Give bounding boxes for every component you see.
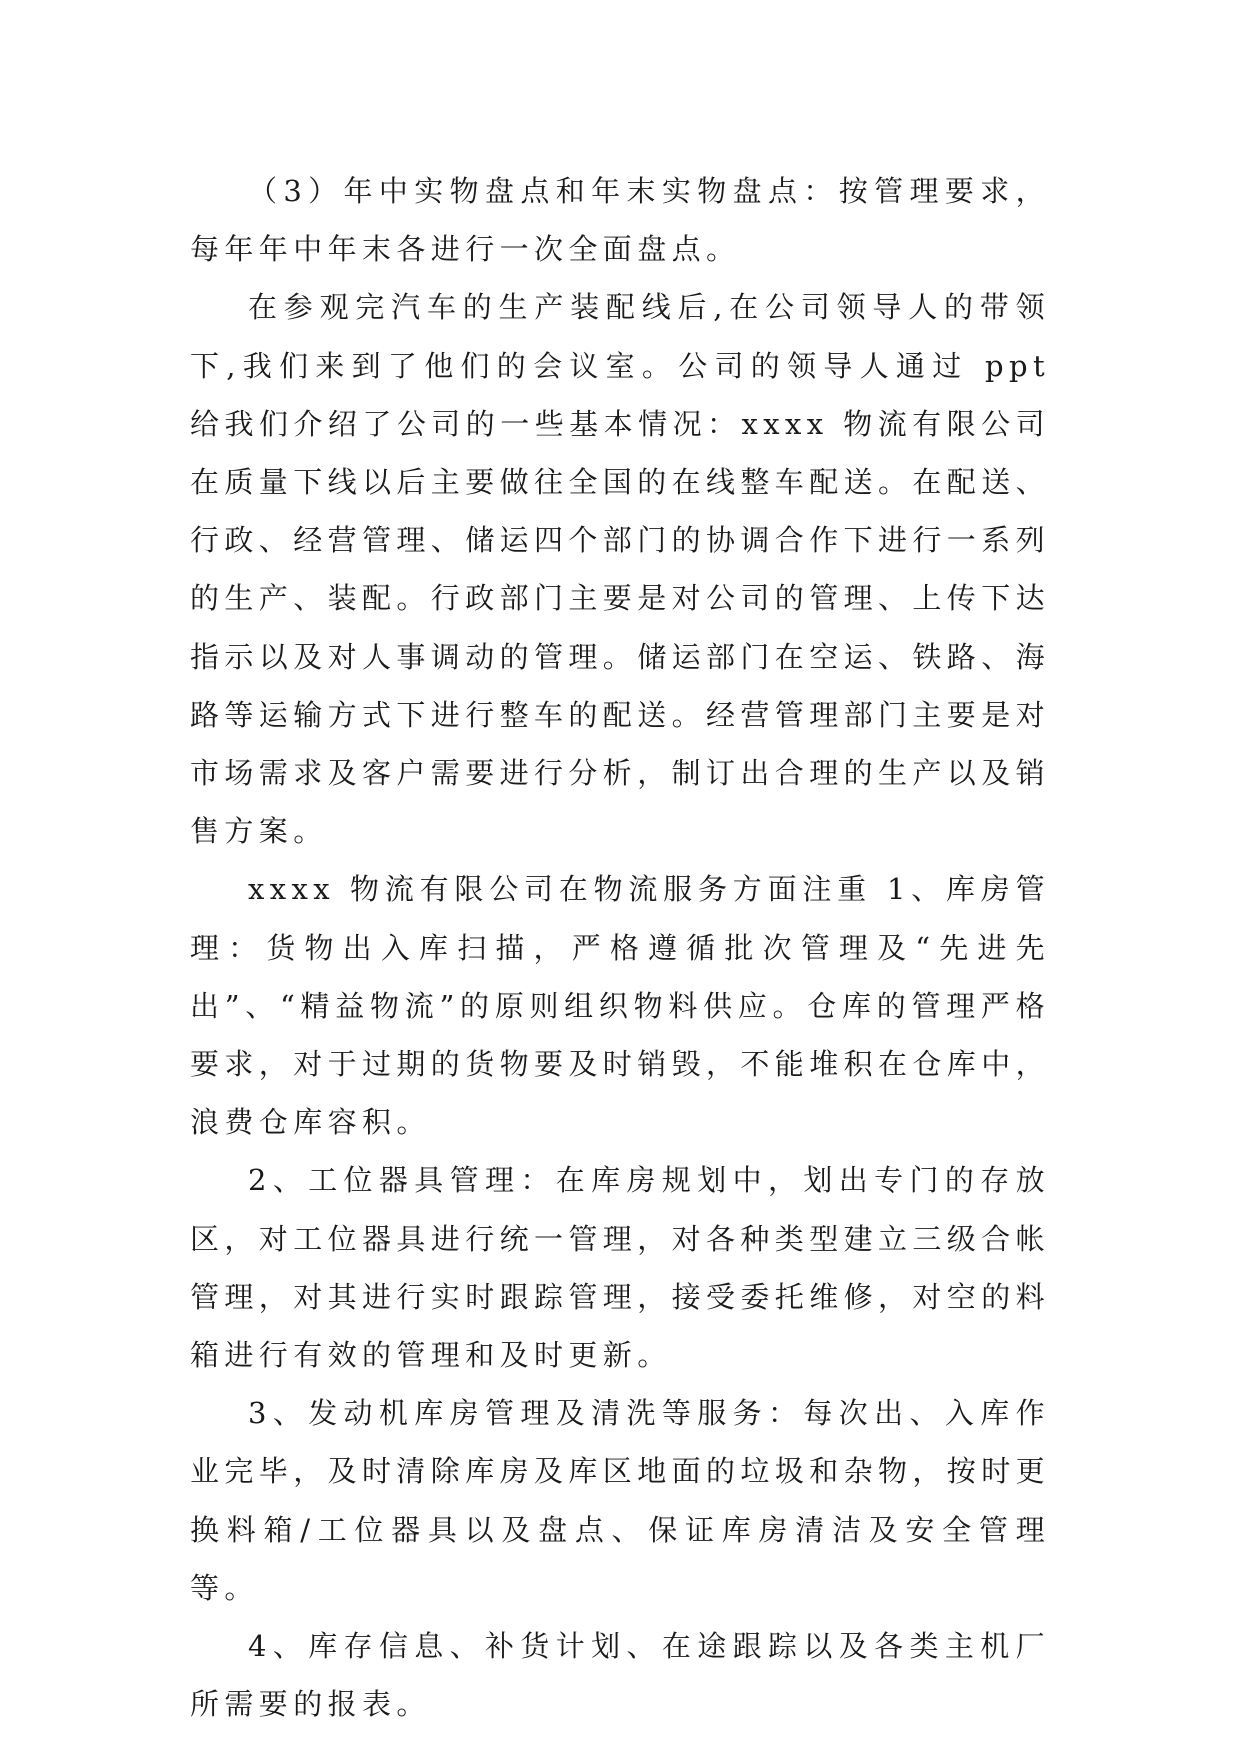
paragraph-inventory-check: （3）年中实物盘点和年末实物盘点：按管理要求，每年年中年末各进行一次全面盘点。 xyxy=(190,174,1050,267)
paragraph-engine-warehouse: 3、发动机库房管理及清洗等服务：每次出、入库作业完毕，及时清除库房及库区地面的垃圾和杂物，按时更换料箱/工位器具以及盘点、保证库房清洁及安全管理等。 xyxy=(190,1396,1051,1605)
document-body xyxy=(190,162,1050,1733)
paragraph-company-visit: 在参观完汽车的生产装配线后,在公司领导人的带领下,我们来到了他们的会议室。公司的领导人通过 ppt 给我们介绍了公司的一些基本情况：xxxx 物流有限公司在质量下线以后主要做往全国的在线整车配送。在配送、行政、经营管理、储运四个部门的协调合作下进行一系列的生产、装配。行政部门主要是对公司的管理、上传下达指示以及对人事调动的管理。储运部门在空运、铁路、海路等运输方式下进行整车的配送。经营管理部门主要是对市场需求及客户需要进行分析，制订出合理的生产以及销售方案。 xyxy=(190,290,1051,849)
paragraph-workstation-equipment: 2、工位器具管理：在库房规划中，划出专门的存放区，对工位器具进行统一管理，对各种类型建立三级合帐管理，对其进行实时跟踪管理，接受委托维修，对空的料箱进行有效的管理和及时更新。 xyxy=(190,1163,1051,1373)
paragraph-inventory-info: 4、库存信息、补货计划、在途跟踪以及各类主机厂所需要的报表。 xyxy=(190,1629,1050,1722)
paragraph-warehouse-management: xxxx 物流有限公司在物流服务方面注重 1、库房管理：货物出入库扫描，严格遵循批次管理及“先进先出”、“精益物流”的原则组织物料供应。仓库的管理严格要求，对于过期的货物要及时销毁，不能堆积在仓库中，浪费仓库容积。 xyxy=(190,872,1051,1140)
